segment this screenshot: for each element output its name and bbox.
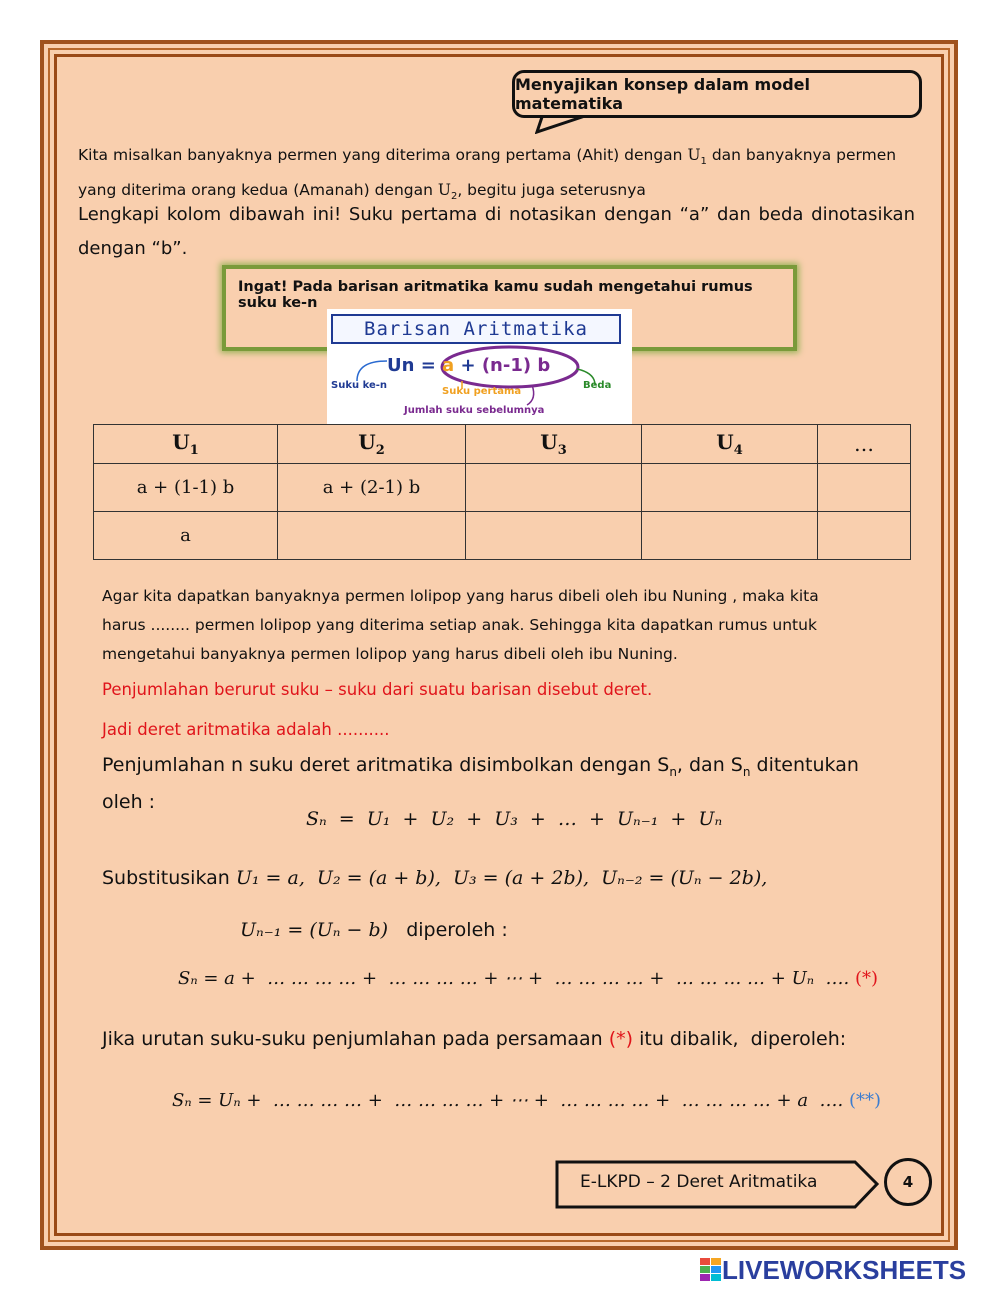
formula-n-minus-1-b: (n-1) b <box>481 355 551 376</box>
table-row <box>94 512 911 560</box>
sum-intro-part: ditentukan <box>750 754 859 776</box>
reverse-order-text <box>102 1028 846 1050</box>
subscript-n: n <box>669 764 677 779</box>
header-subscript: 1 <box>189 443 199 458</box>
header-u4 <box>642 425 818 464</box>
definition-deret: Penjumlahan berurut suku – suku dari suatu barisan disebut deret. <box>102 680 653 699</box>
header-u3 <box>466 425 642 464</box>
substitution-line-2 <box>240 919 508 941</box>
sum-intro-part: Penjumlahan n suku deret aritmatika disimbolkan dengan S <box>102 754 670 776</box>
header-subscript: 4 <box>733 443 743 458</box>
equation-double-star-mark: (**) <box>843 1090 881 1111</box>
substitution-label: Substitusikan <box>102 867 236 889</box>
instruction-text: Lengkapi kolom dibawah ini! Suku pertama di notasikan dengan “a” dan beda dinotasikan dengan “b”. <box>78 204 915 259</box>
arithmetic-formula-image <box>327 309 632 425</box>
section-heading-bubble: Menyajikan konsep dalam model matematika <box>512 70 922 118</box>
header-u1 <box>94 425 278 464</box>
equation-star-mark: (*) <box>849 968 878 989</box>
label-jumlah-suku: Jumlah suku sebelumnya <box>404 405 545 416</box>
input-cell-u4-formula[interactable] <box>642 464 818 512</box>
page-number: 4 <box>884 1158 932 1206</box>
reminder-text: Ingat! Pada barisan aritmatika kamu sudah mengetahui rumus suku ke-n <box>238 279 753 311</box>
reverse-text-part: Jika urutan suku-suku penjumlahan pada persamaan <box>102 1028 609 1050</box>
header-u2 <box>278 425 466 464</box>
equation-double-star-blanks[interactable]: Sₙ = Uₙ + … … … … + … … … … + ⋯ + … … … … + … … … … + a …. <box>172 1090 844 1111</box>
substitution-line <box>102 867 767 889</box>
header-label: U <box>172 430 190 454</box>
paragraph-line: harus ........ permen lolipop yang diterima setiap anak. Sehingga kita dapatkan rumus untuk <box>102 616 817 634</box>
u1-symbol: U <box>687 146 701 164</box>
liveworksheets-wordmark: LIVEWORKSHEETS <box>722 1254 967 1285</box>
liveworksheets-logo <box>700 1256 966 1284</box>
equation-sn-sum: Sₙ = U₁ + U₂ + U₃ + … + Uₙ₋₁ + Uₙ <box>306 808 723 830</box>
label-suku-pertama: Suku pertama <box>442 386 522 397</box>
sequence-table <box>93 424 911 560</box>
substitution-math: U₁ = a, U₂ = (a + b), U₃ = (a + 2b), Uₙ₋₂ = (Uₙ − 2b), <box>235 867 768 889</box>
paragraph-line: Agar kita dapatkan banyaknya permen lolipop yang harus dibeli oleh ibu Nuning , maka kita <box>102 587 819 605</box>
u2-subscript: 2 <box>450 191 458 203</box>
definition-deret-aritmatika: Jadi deret aritmatika adalah .......... <box>102 720 390 739</box>
equation-star-blanks[interactable]: Sₙ = a + … … … … + … … … … + ⋯ + … … … … + … … … … + Uₙ …. <box>178 968 850 989</box>
input-cell-u4-simplified[interactable] <box>642 512 818 560</box>
paragraph-line: mengetahui banyaknya permen lolipop yang harus dibeli oleh ibu Nuning. <box>102 645 678 663</box>
formula-a: a <box>442 355 455 376</box>
liveworksheets-logo-icon <box>700 1258 722 1282</box>
header-subscript: 3 <box>557 443 567 458</box>
header-label: U <box>358 430 376 454</box>
intro-text: dan banyaknya permen <box>706 146 897 164</box>
substitution-math: Uₙ₋₁ = (Uₙ − b) <box>240 919 389 941</box>
intro-text: , begitu juga seterusnya <box>457 181 646 200</box>
explanation-paragraph <box>102 582 882 669</box>
input-cell-ellipsis-simplified[interactable] <box>818 512 911 560</box>
label-beda: Beda <box>583 380 612 391</box>
intro-text: yang diterima orang kedua (Amanah) dengan <box>78 181 438 200</box>
table-header-row <box>94 425 911 464</box>
header-label: U <box>716 430 734 454</box>
formula-plus: + <box>454 355 482 376</box>
u1-subscript: 1 <box>700 156 707 168</box>
intro-text: Kita misalkan banyaknya permen yang diterima orang pertama (Ahit) dengan <box>78 146 688 164</box>
header-label: … <box>854 432 874 456</box>
input-cell-ellipsis-formula[interactable] <box>818 464 911 512</box>
formula-title: Barisan Aritmatika <box>331 314 621 344</box>
header-label: U <box>540 430 558 454</box>
header-subscript: 2 <box>375 443 385 458</box>
formula-expression <box>387 355 550 376</box>
table-row <box>94 464 911 512</box>
reverse-text-part: itu dibalik, diperoleh: <box>633 1028 847 1050</box>
header-ellipsis <box>818 425 911 464</box>
subscript-n: n <box>742 764 751 779</box>
label-suku-ke-n: Suku ke-n <box>331 380 388 391</box>
cell-u2-formula: a + (2-1) b <box>278 464 466 512</box>
u2-symbol: U <box>437 181 451 200</box>
input-cell-u3-simplified[interactable] <box>466 512 642 560</box>
diperoleh-label: diperoleh : <box>406 919 508 941</box>
input-cell-u2-simplified[interactable] <box>278 512 466 560</box>
star-reference: (*) <box>608 1028 634 1050</box>
sum-intro-text <box>102 750 882 817</box>
input-cell-u3-formula[interactable] <box>466 464 642 512</box>
formula-un: Un = <box>387 355 443 376</box>
cell-u1-formula: a + (1-1) b <box>94 464 278 512</box>
equation-double-star <box>172 1090 881 1111</box>
sum-intro-part: oleh : <box>102 790 156 813</box>
sum-intro-part: , dan S <box>676 754 743 776</box>
footer-title: E-LKPD – 2 Deret Aritmatika <box>580 1172 818 1192</box>
equation-star <box>178 968 878 989</box>
cell-u1-simplified: a <box>94 512 278 560</box>
